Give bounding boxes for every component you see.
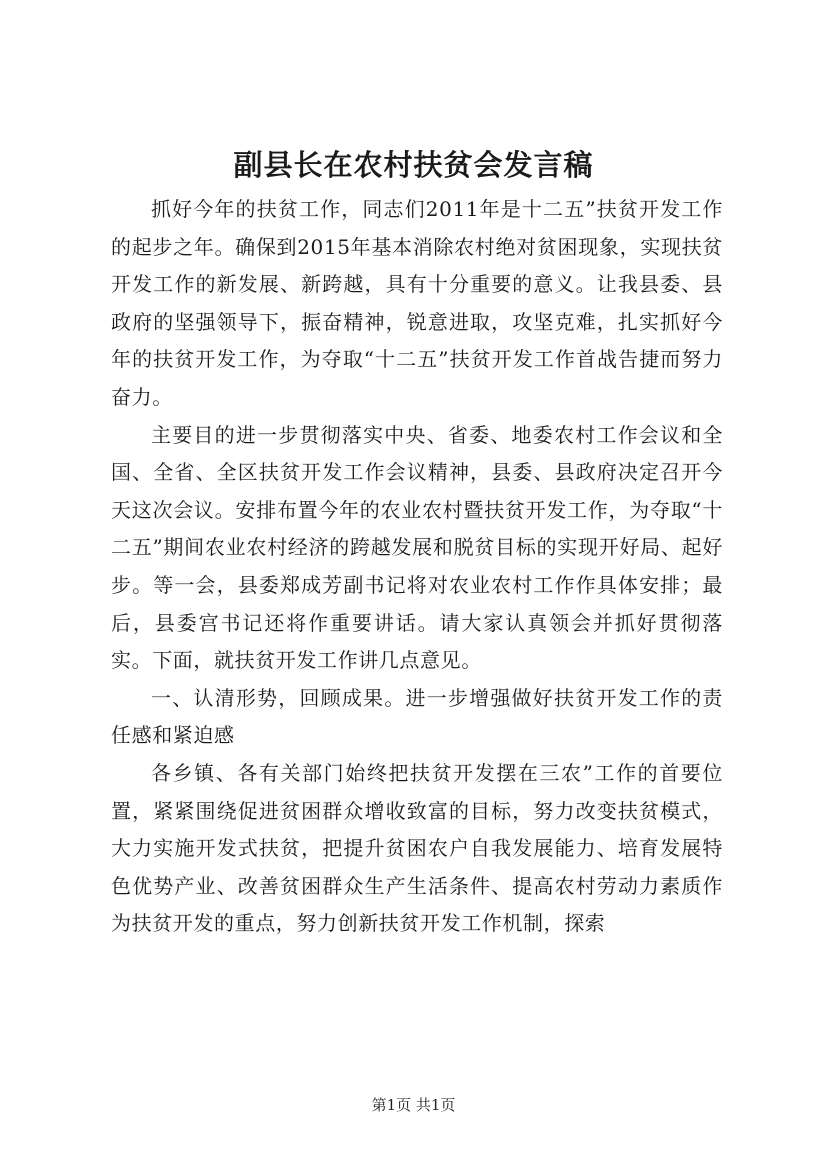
paragraph-purpose: 主要目的进一步贯彻落实中央、省委、地委农村工作会议和全国、全省、全区扶贫开发工作会议精神，县委、县政府决定召开今天这次会议。安排布置今年的农业农村暨扶贫开发工作，为夺取“十二五”期间农业农村经济的跨越发展和脱贫目标的实现开好局、起好步。等一会，县委郑成芳副书记将对农业农村工作作具体安排；最后，县委宫书记还将作重要讲话。请大家认真领会并抓好贯彻落实。下面，就扶贫开发工作讲几点意见。 bbox=[111, 422, 723, 673]
document-title: 副县长在农村扶贫会发言稿 bbox=[233, 148, 594, 182]
document-body bbox=[111, 191, 723, 943]
section-heading-1: 一、认清形势，回顾成果。进一步增强做好扶贫开发工作的责任感和紧迫感 bbox=[111, 685, 723, 748]
page-footer: 第1页 共1页 bbox=[371, 1096, 456, 1114]
paragraph-achievements: 各乡镇、各有关部门始终把扶贫开发摆在三农”工作的首要位置，紧紧围绕促进贫困群众增收致富的目标，努力改变扶贫模式，大力实施开发式扶贫，把提升贫困农户自我发展能力、培育发展特色优势产业、改善贫困群众生产生活条件、提高农村劳动力素质作为扶贫开发的重点，努力创新扶贫开发工作机制，探索 bbox=[111, 760, 723, 936]
paragraph-intro: 抓好今年的扶贫工作，同志们2011年是十二五”扶贫开发工作的起步之年。确保到2015年基本消除农村绝对贫困现象，实现扶贫开发工作的新发展、新跨越，具有十分重要的意义。让我县委、县政府的坚强领导下，振奋精神，锐意进取，攻坚克难，扎实抓好今年的扶贫开发工作，为夺取“十二五”扶贫开发工作首战告捷而努力奋力。 bbox=[111, 197, 723, 409]
